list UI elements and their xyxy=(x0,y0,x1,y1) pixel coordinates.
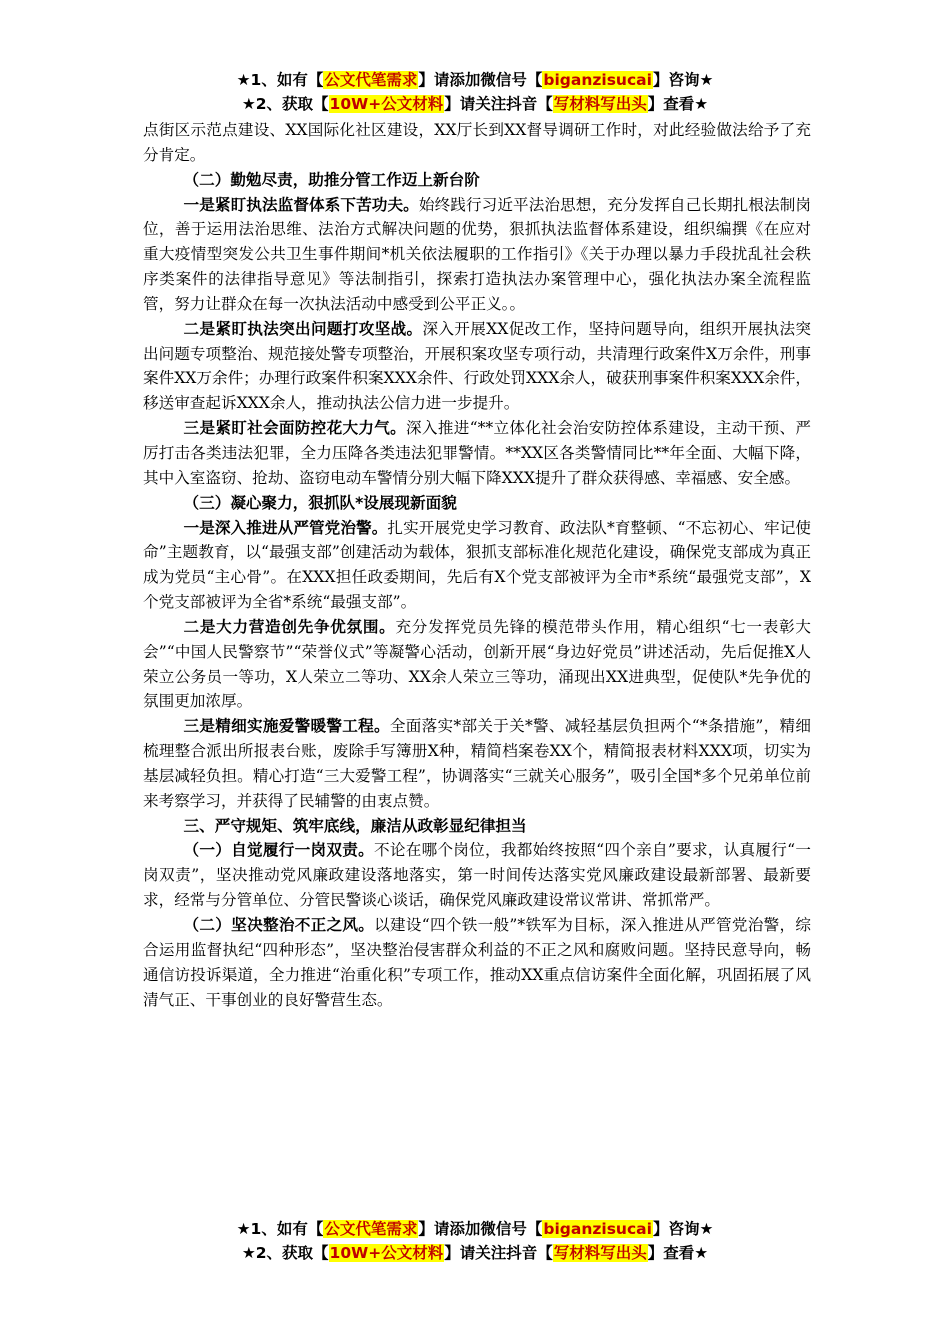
paragraph: 二是紧盯执法突出问题打攻坚战。深入开展XX促改工作，坚持问题导向，组织开展执法突出问题专项整治、规范接处警专项整治，开展积案攻坚专项行动，共清理行政案件X万余件，刑事案件XX万余件；办理行政案件积案XXX余件、行政处罚XXX余人，破获刑事案件积案XXX余件，移送审查起诉XXX余人，推动执法公信力进一步提升。 xyxy=(143,319,811,413)
promo-banner-bottom xyxy=(0,1217,950,1265)
highlight-ghostwriting: 公文代笔需求 xyxy=(324,71,418,89)
heading-part-3: 三、严守规矩、筑牢底线，廉洁从政彰显纪律担当 xyxy=(183,816,527,835)
highlight-wechat-id: biganzisucai xyxy=(543,71,652,89)
promo-banner-top xyxy=(0,68,950,116)
banner-line-2: ★2、获取【10W+公文材料】请关注抖音【写材料写出头】查看★ xyxy=(241,95,709,113)
heading-section-3: （三）凝心聚力，狠抓队*设展现新面貌 xyxy=(183,493,457,512)
paragraph: （一）自觉履行一岗双责。不论在哪个岗位，我都始终按照“四个亲自”要求，认真履行“一岗双责”，坚决推动党风廉政建设落地落实，第一时间传达落实党风廉政建设最新部署、最新要求，经常与分管单位、分管民警谈心谈话，确保党风廉政建设常议常讲、常抓常严。 xyxy=(143,841,811,910)
paragraph: （二）坚决整治不正之风。以建设“四个铁一般”*铁军为目标，深入推进从严管党治警，综合运用监督执纪“四种形态”，坚决整治侵害群众利益的不正之风和腐败问题。坚持民意导向，畅通信访投诉渠道，全力推进“治重化积”专项工作，推动XX重点信访案件全面化解，巩固拓展了风清气正、干事创业的良好警营生态。 xyxy=(143,916,811,1009)
highlight-douyin: 写材料写出头 xyxy=(553,95,647,113)
paragraph: 三是精细实施爱警暖警工程。全面落实*部关于关*警、减轻基层负担两个“*条措施”，精细梳理整合派出所报表台账，废除手写簿册X种，精简档案卷XX个，精简报表材料XXX项，切实为基层减轻负担。精心打造“三大爱警工程”，协调落实“三就关心服务”，吸引全国*多个兄弟单位前来考察学习，并获得了民辅警的由衷点赞。 xyxy=(143,717,811,810)
paragraph: 一是深入推进从严管党治警。扎实开展党史学习教育、政法队*育整顿、“不忘初心、牢记使命”主题教育，以“最强支部”创建活动为载体，狠抓支部标准化规范化建设，确保党支部成为真正成为党员“主心骨”。在XXX担任政委期间，先后有X个党支部被评为全市*系统“最强党支部”，X个党支部被评为全省*系统“最强支部”。 xyxy=(143,518,811,612)
highlight-wechat-id: biganzisucai xyxy=(543,1220,652,1238)
highlight-materials: 10W+公文材料 xyxy=(329,1244,444,1262)
document-body xyxy=(143,118,811,1012)
banner-line-2: ★2、获取【10W+公文材料】请关注抖音【写材料写出头】查看★ xyxy=(241,1244,709,1262)
paragraph: 一是紧盯执法监督体系下苦功夫。始终践行习近平法治思想，充分发挥自己长期扎根法制岗位，善于运用法治思维、法治方式解决问题的优势，狠抓执法监督体系建设，组织编撰《在应对重大疫情型突发公共卫生事件期间*机关依法履职的工作指引》《关于办理以暴力手段扰乱社会秩序类案件的法律指导意见》等法制指引，探索打造执法办案管理中心，强化执法办案全流程监管，努力让群众在每一次执法活动中感受到公平正义。。 xyxy=(143,195,811,313)
paragraph: 二是大力营造创先争优氛围。充分发挥党员先锋的模范带头作用，精心组织“七一表彰大会”“中国人民警察节”“荣誉仪式”等凝警心活动，创新开展“身边好党员”讲述活动，先后促推X人荣立公务员一等功，X人荣立二等功、XX余人荣立三等功，涌现出XX进典型，促使队*先争优的氛围更加浓厚。 xyxy=(143,617,811,711)
paragraph-intro: 点街区示范点建设、XX国际化社区建设，XX厅长到XX督导调研工作时，对此经验做法给予了充分肯定。 xyxy=(143,121,811,164)
highlight-douyin: 写材料写出头 xyxy=(553,1244,647,1262)
highlight-ghostwriting: 公文代笔需求 xyxy=(324,1220,418,1238)
highlight-materials: 10W+公文材料 xyxy=(329,95,444,113)
heading-section-2: （二）勤勉尽责，助推分管工作迈上新台阶 xyxy=(183,170,480,189)
banner-line-1: ★1、如有【公文代笔需求】请添加微信号【biganzisucai】咨询★ xyxy=(236,1220,714,1238)
paragraph: 三是紧盯社会面防控花大力气。深入推进“**立体化社会治安防控体系建设，主动干预、严厉打击各类违法犯罪，全力压降各类违法犯罪警情。**XX区各类警情同比**年全面、大幅下降，其中入室盗窃、抢劫、盗窃电动车警情分别大幅下降XXX提升了群众获得感、幸福感、安全感。 xyxy=(143,419,811,487)
banner-line-1: ★1、如有【公文代笔需求】请添加微信号【biganzisucai】咨询★ xyxy=(236,71,714,89)
